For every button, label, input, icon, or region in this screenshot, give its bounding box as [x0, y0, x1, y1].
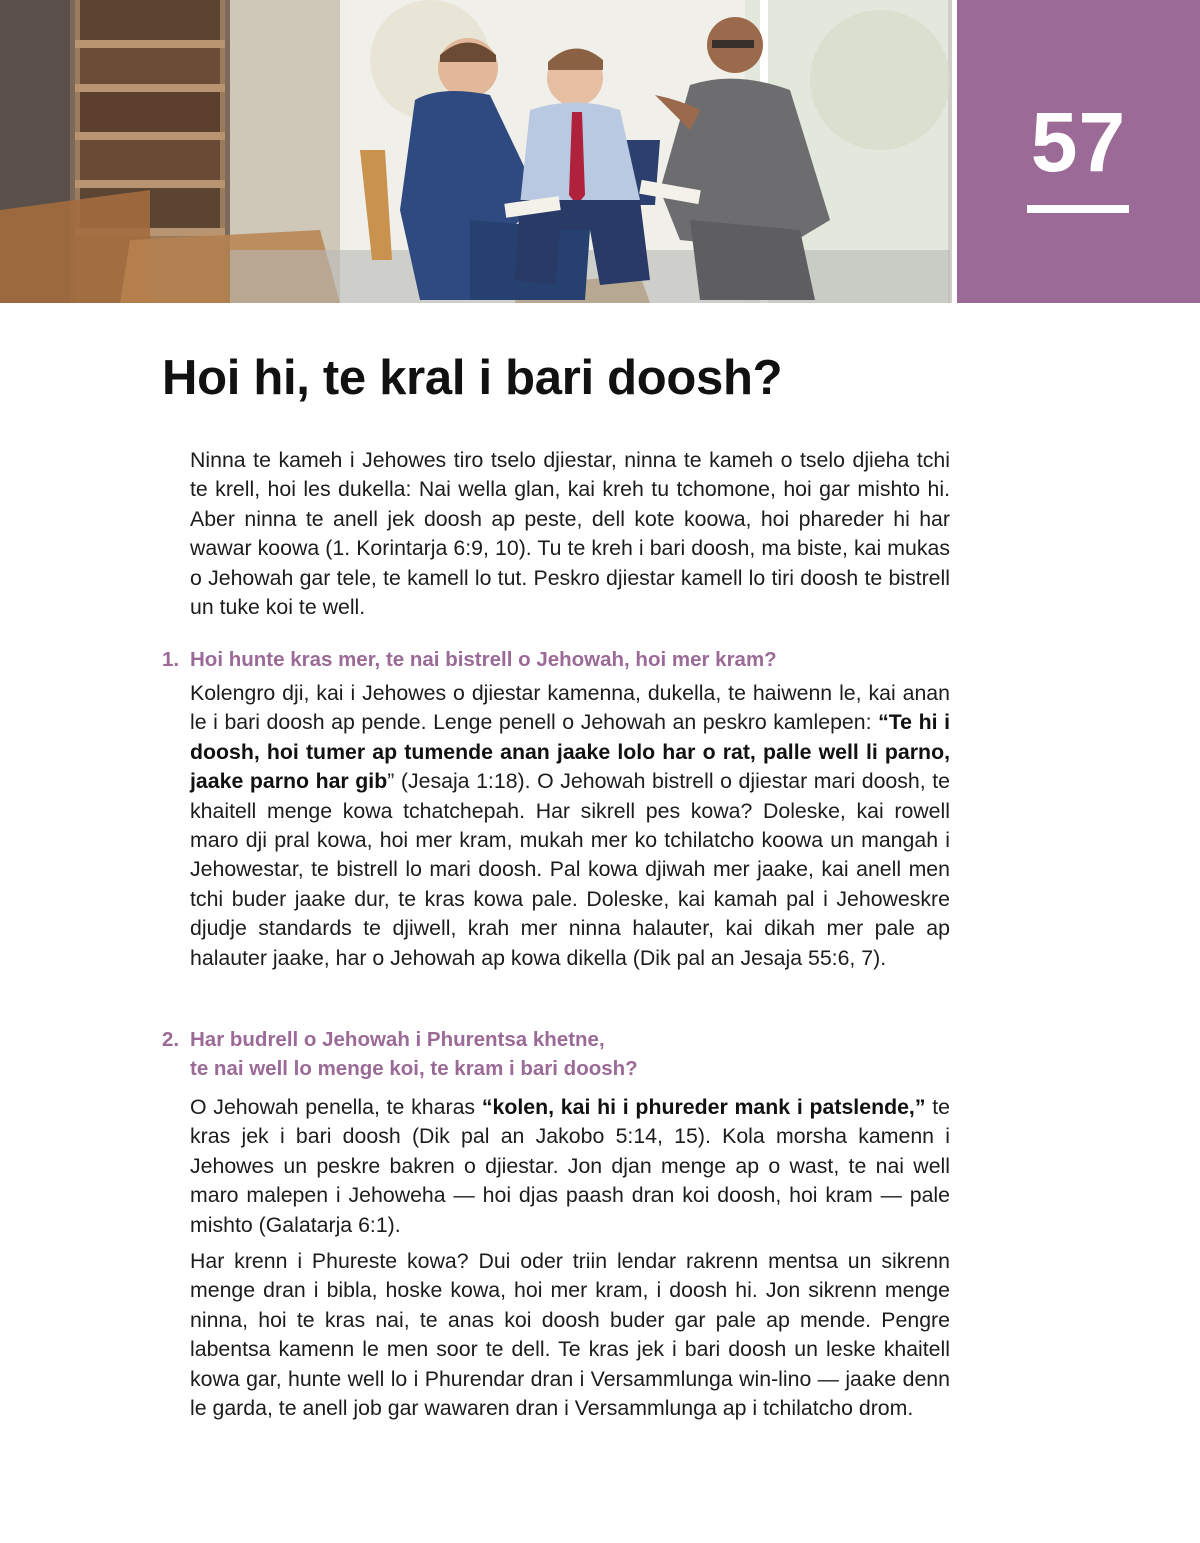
- section-1-paragraph: [190, 679, 950, 973]
- chapter-underline: [1027, 205, 1129, 213]
- page-title: Hoi hi, te kral i bari doosh?: [162, 351, 783, 405]
- chapter-number-box: [957, 0, 1200, 303]
- section-1-text-before: Kolengro dji, kai i Jehowes o djiestar kamenna, dukella, te haiwenn le, kai anan le i bari doosh ap pende. Lenge penell o Jehowah an peskro kamlepen:: [190, 681, 950, 735]
- question-2-line-2: te nai well lo menge koi, te kram i bari doosh?: [190, 1057, 638, 1080]
- section-2-text-after: te kras jek i bari doosh (Dik pal an Jakobo 5:14, 15). Kola morsha kamenn i Jehowes un peskre bakren o djiestar. Jon djan menge ap o wast, te nai well maro malepen i Jehoweha — hoi djas paash dran koi doosh, hoi kram — pale mishto (Galatarja 6:1).: [190, 1095, 951, 1237]
- header-photo: [0, 0, 952, 303]
- question-1-text: Hoi hunte kras mer, te nai bistrell o Jehowah, hoi mer kram?: [190, 648, 777, 671]
- question-2: [162, 1025, 962, 1083]
- meeting-illustration: [0, 0, 952, 303]
- question-2-number: 2.: [162, 1028, 180, 1051]
- question-1: [162, 645, 962, 674]
- question-2-line-1: Har budrell o Jehowah i Phurentsa khetne,: [190, 1028, 605, 1051]
- section-2-text-before: O Jehowah penella, te kharas: [190, 1095, 482, 1119]
- section-1-text-after: ” (Jesaja 1:18). O Jehowah bistrell o djiestar mari doosh, te khaitell menge kowa tchatchepah. Har sikrell pes kowa? Doleske, kai rowell maro dji pral kowa, hoi mer kram, mukah mer ko tchilatcho koowa un mangah i Jehowestar, te bistrell lo mari doosh. Pal kowa djiwah mer jaake, kai anell men tchi buder jaake dur, te kras kowa pale. Doleske, kai kamah pal i Jehoweskre djudje standards te djiwell, krah mer ninna halauter, kai dikah mer pale ap halauter jaake, har o Jehowah ap kowa dikella (Dik pal an Jesaja 55:6, 7).: [190, 769, 951, 970]
- section-2-bold-quote: “kolen, kai hi i phureder mank i patslende,”: [481, 1095, 926, 1119]
- question-1-number: 1.: [162, 648, 180, 671]
- chapter-number: 57: [1030, 95, 1127, 189]
- section-2-paragraph-2: Har krenn i Phureste kowa? Dui oder triin lendar rakrenn mentsa un sikrenn menge dran i bibla, hoske kowa, hoi mer kram, i doosh hi. Jon sikrenn menge ninna, hoi te kras nai, te anas koi doosh buder gar pale ap mende. Pengre labentsa kamenn le men soor te dell. Te kras jek i bari doosh un leske khaitell kowa gar, hunte well lo i Phurendar dran i Versammlunga win-lino — jaake denn le garda, te anell job gar wawaren dran i Versammlunga ap i tchilatcho drom.: [190, 1249, 950, 1421]
- section-2-paragraph-1: [190, 1093, 950, 1240]
- intro-paragraph: Ninna te kameh i Jehowes tiro tselo djiestar, ninna te kameh o tselo djieha tchi te krell, hoi les dukella: Nai wella glan, kai kreh tu tchomone, hoi gar mishto hi. Aber ninna te anell jek doosh ap peste, dell kote koowa, hoi phareder hi har wawar koowa (1. Korintarja 6:9, 10). Tu te kreh i bari doosh, ma biste, kai mukas o Jehowah gar tele, te kamell lo tut. Peskro djiestar kamell lo tiri doosh te bistrell un tuke koi te well.: [190, 448, 950, 620]
- section-1-bold-quote: “Te hi i doosh, hoi tumer ap tumende anan jaake lolo har o rat, palle well li parno, jaake parno har gib: [190, 710, 950, 794]
